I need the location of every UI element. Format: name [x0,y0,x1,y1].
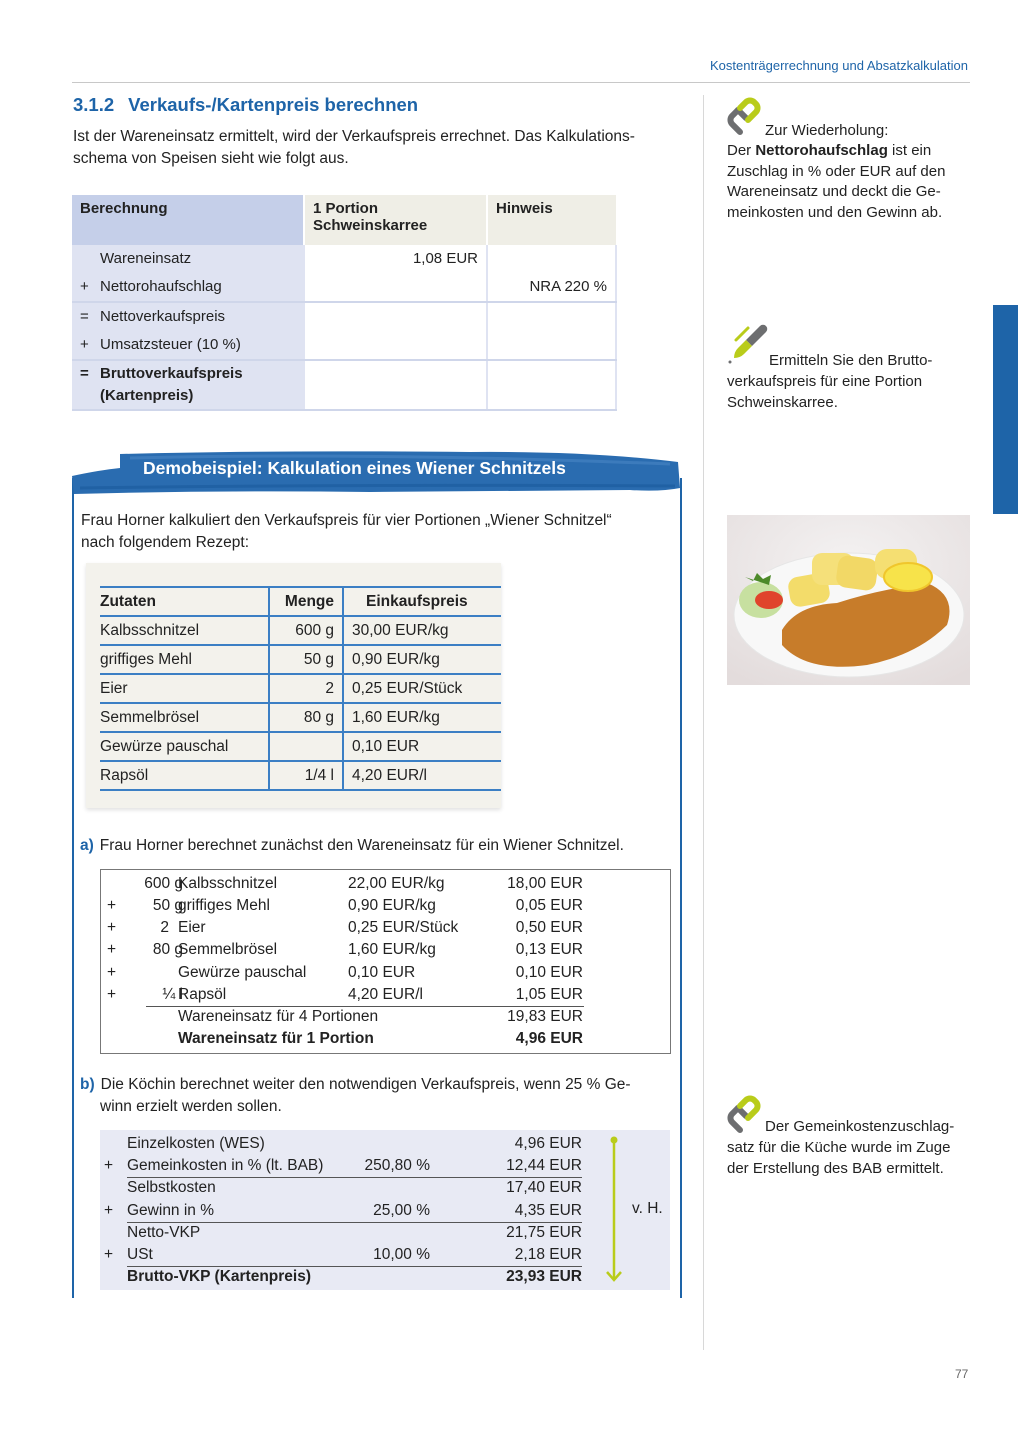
recipe-row: Kalbsschnitzel 600 g 30,00 EUR/kg [100,616,501,645]
section-number: 3.1.2 [73,94,115,115]
recipe-row: Eier 2 0,25 EUR/Stück [100,674,501,703]
section-title: Verkaufs-/Kartenpreis berechnen [128,94,419,115]
calc-row: Einzelkosten (WES) 4,96 EUR [127,1135,582,1152]
pen-icon [726,322,770,366]
intro-line: schema von Speisen sieht wie folgt aus. [73,150,349,167]
note3-body: satz für die Küche wurde im Zuge der Erstellung des BAB ermittelt. [727,1139,951,1177]
chapter-tab [993,305,1018,514]
task-letter: a) [80,837,94,854]
verkaufspreis-calculation [100,1130,670,1290]
calc-row: 600 g Kalbsschnitzel 22,00 EUR/kg 18,00 EUR [144,875,583,892]
header-portion-line2: Schweinskarree [313,217,428,234]
task-a [80,835,624,857]
task-letter: b) [80,1076,95,1093]
header-portion [304,195,487,245]
calc-total-row: Wareneinsatz für 4 Portionen 19,83 EUR [178,1008,583,1025]
header-hinweis: Hinweis [487,195,616,245]
calc-row: + Gewürze pauschal 0,10 EUR 0,10 EUR [107,964,583,981]
page-number: 77 [955,1367,969,1381]
calculation-schema-table [72,195,617,411]
calc-row: + 2 Eier 0,25 EUR/Stück 0,50 EUR [107,919,583,936]
header-einkaufspreis: Einkaufspreis [343,587,501,616]
calc-row: + ¼ l Rapsöl 4,20 EUR/l 1,05 EUR [107,986,583,1003]
calc-row: + 50 g griffiges Mehl 0,90 EUR/kg 0,05 EUR [107,897,583,914]
calc-row: Selbstkosten 17,40 EUR [127,1179,582,1196]
term-bold: Nettorohaufschlag [755,142,888,159]
recipe-table [100,586,501,791]
chain-link-icon [726,96,770,136]
demo-title: Demobeispiel: Kalkulation eines Wiener Schnitzels [143,458,566,478]
calc-total-row: Brutto-VKP (Kartenpreis) 23,93 EUR [127,1268,582,1285]
recipe-row: Gewürze pauschal 0,10 EUR [100,732,501,761]
demo-intro: Frau Horner kalkuliert den Verkaufspreis für vier Portionen „Wiener Schnitzel“ nach folgendem Rezept: [81,512,612,551]
calc-total-row: Wareneinsatz für 1 Portion 4,96 EUR [178,1030,583,1047]
header-portion-line1: 1 Portion [313,200,379,217]
table-row: + Nettorohaufschlag [80,278,222,295]
section-heading [73,94,418,116]
note2-body: verkaufspreis für eine Portion Schweinskarree. [727,373,923,411]
note1-body: Der Nettorohaufschlag ist ein Zuschlag in % oder EUR auf den Wareneinsatz und deckt die Ge- meinkosten und den Gewinn ab. [727,142,946,221]
task-text: Die Köchin berechnet weiter den notwendigen Verkaufspreis, wenn 25 % Ge- [100,1076,631,1093]
note2-line: Ermitteln Sie den Brutto- [769,352,933,369]
recipe-row: Semmelbrösel 80 g 1,60 EUR/kg [100,703,501,732]
task-b [80,1074,631,1118]
calc-row: + Gemeinkosten in % (lt. BAB) 250,80 % 12,44 EUR [104,1157,582,1174]
table-row: = Bruttoverkaufspreis [80,365,243,382]
header-berechnung: Berechnung [72,195,304,245]
header-divider [72,82,970,83]
nra-hint: NRA 220 % [529,278,607,295]
running-title: Kostenträgerrechnung und Absatzkalkulation [709,58,968,73]
arrow-label: v. H. [632,1200,663,1217]
recipe-row: griffiges Mehl 50 g 0,90 EUR/kg [100,645,501,674]
table-row: = Nettoverkaufspreis [80,308,226,325]
intro-line: Ist der Wareneinsatz ermittelt, wird der Verkaufspreis errechnet. Das Kalkulations- [73,128,635,145]
header-menge: Menge [269,587,343,616]
header-zutaten: Zutaten [100,587,269,616]
margin-divider [703,95,704,1350]
section-intro [73,126,688,170]
note1-heading: Zur Wiederholung: [765,122,889,139]
table-row-group [72,302,616,360]
wareneinsatz-value: 1,08 EUR [412,250,478,267]
calc-row: + 80 g Semmelbrösel 1,60 EUR/kg 0,13 EUR [107,941,583,958]
note3-line: Der Gemeinkostenzuschlag- [765,1118,955,1135]
table-row: Wareneinsatz [100,250,192,267]
calc-row: Netto-VKP 21,75 EUR [127,1224,582,1241]
task-text: Frau Horner berechnet zunächst den Wareneinsatz für ein Wiener Schnitzel. [99,837,624,854]
task-text: winn erzielt werden sollen. [100,1098,282,1115]
chain-link-icon [726,1094,770,1134]
recipe-header-row [100,587,501,616]
wareneinsatz-calculation [100,869,671,1054]
down-arrow-icon [604,1134,624,1284]
recipe-row: Rapsöl 1/4 l 4,20 EUR/l [100,761,501,790]
wiener-schnitzel-photo [727,515,970,685]
calc-row: + Gewinn in % 25,00 % 4,35 EUR [104,1202,582,1219]
table-row: + Umsatzsteuer (10 %) [80,336,241,353]
table-header-row [72,195,616,245]
table-row-group: = Bruttoverkaufspreis (Kartenpreis) [72,360,616,410]
table-row-group [72,245,616,302]
calc-row: + USt 10,00 % 2,18 EUR [104,1246,582,1263]
